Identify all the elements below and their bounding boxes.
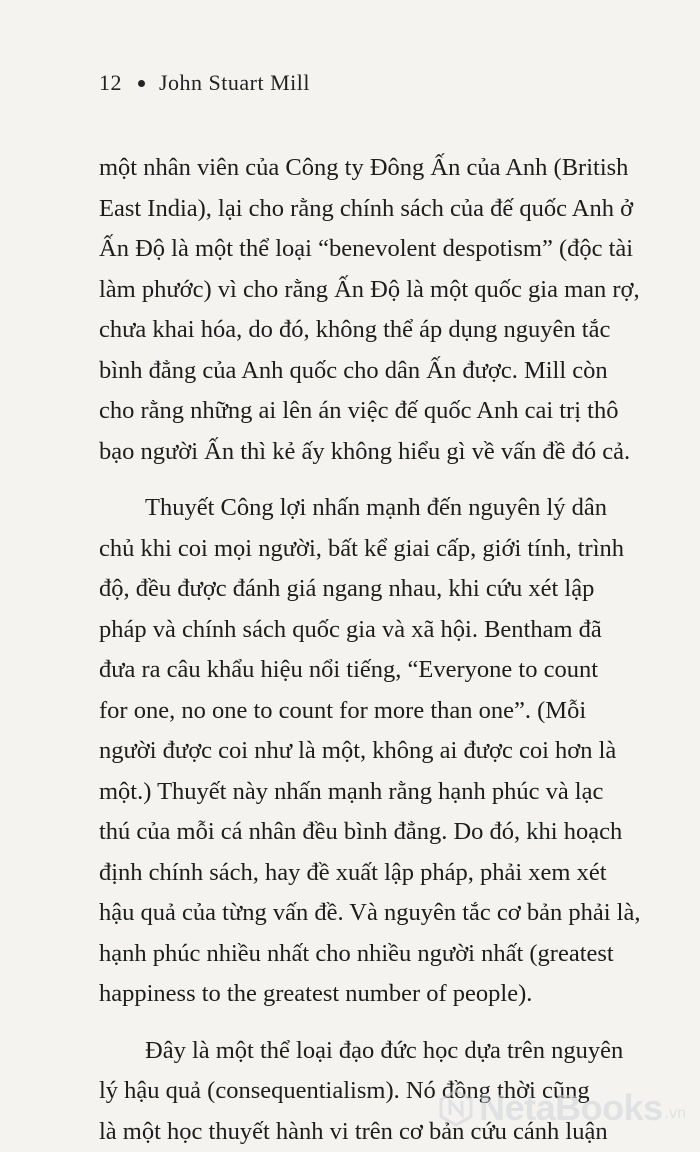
paragraph-1	[99, 148, 629, 472]
text-line: hạnh phúc nhiều nhất cho nhiều người nhất (greatest	[99, 934, 629, 975]
netabooks-logo-icon	[439, 1089, 473, 1127]
text-line: độ, đều được đánh giá ngang nhau, khi cứu xét lập	[99, 569, 629, 610]
author-name: John Stuart Mill	[159, 70, 310, 96]
text-line: một nhân viên của Công ty Đông Ấn của Anh (British	[99, 148, 629, 189]
text-line: pháp và chính sách quốc gia và xã hội. Bentham đã	[99, 610, 629, 651]
text-line: East India), lại cho rằng chính sách của đế quốc Anh ở	[99, 189, 629, 230]
text-line: happiness to the greatest number of people).	[99, 974, 629, 1015]
text-line: bạo người Ấn thì kẻ ấy không hiểu gì về vấn đề đó cả.	[99, 432, 629, 473]
text-line: hậu quả của từng vấn đề. Và nguyên tắc cơ bản phải là,	[99, 893, 629, 934]
body-text	[99, 148, 629, 1152]
text-line: một.) Thuyết này nhấn mạnh rằng hạnh phúc và lạc	[99, 772, 629, 813]
paragraph-2	[99, 488, 629, 1015]
text-line: chưa khai hóa, do đó, không thể áp dụng nguyên tắc	[99, 310, 629, 351]
text-line: người được coi như là một, không ai được coi hơn là	[99, 731, 629, 772]
text-line: đưa ra câu khẩu hiệu nổi tiếng, “Everyone to count	[99, 650, 629, 691]
text-line: Đây là một thể loại đạo đức học dựa trên nguyên	[99, 1031, 629, 1072]
watermark-suffix: .vn	[665, 1105, 686, 1123]
running-header	[99, 70, 310, 96]
text-line: thú của mỗi cá nhân đều bình đẳng. Do đó, khi hoạch	[99, 812, 629, 853]
netabooks-watermark	[439, 1087, 686, 1129]
text-line: là một học thuyết hành vi trên cơ bản cứu cánh luận	[99, 1112, 629, 1152]
text-line: bình đẳng của Anh quốc cho dân Ấn được. Mill còn	[99, 351, 629, 392]
bullet-separator	[138, 80, 145, 87]
text-line: for one, no one to count for more than one”. (Mỗi	[99, 691, 629, 732]
text-line: Ấn Độ là một thể loại “benevolent despotism” (độc tài	[99, 229, 629, 270]
text-line: lý hậu quả (consequentialism). Nó đồng thời cũng	[99, 1071, 629, 1112]
text-line: chủ khi coi mọi người, bất kể giai cấp, giới tính, trình	[99, 529, 629, 570]
text-line: cho rằng những ai lên án việc đế quốc Anh cai trị thô	[99, 391, 629, 432]
text-line: định chính sách, hay đề xuất lập pháp, phải xem xét	[99, 853, 629, 894]
page-number: 12	[99, 70, 122, 96]
watermark-text: NetaBooks	[479, 1087, 663, 1129]
text-line: làm phước) vì cho rằng Ấn Độ là một quốc gia man rợ,	[99, 270, 629, 311]
text-line: Thuyết Công lợi nhấn mạnh đến nguyên lý dân	[99, 488, 629, 529]
